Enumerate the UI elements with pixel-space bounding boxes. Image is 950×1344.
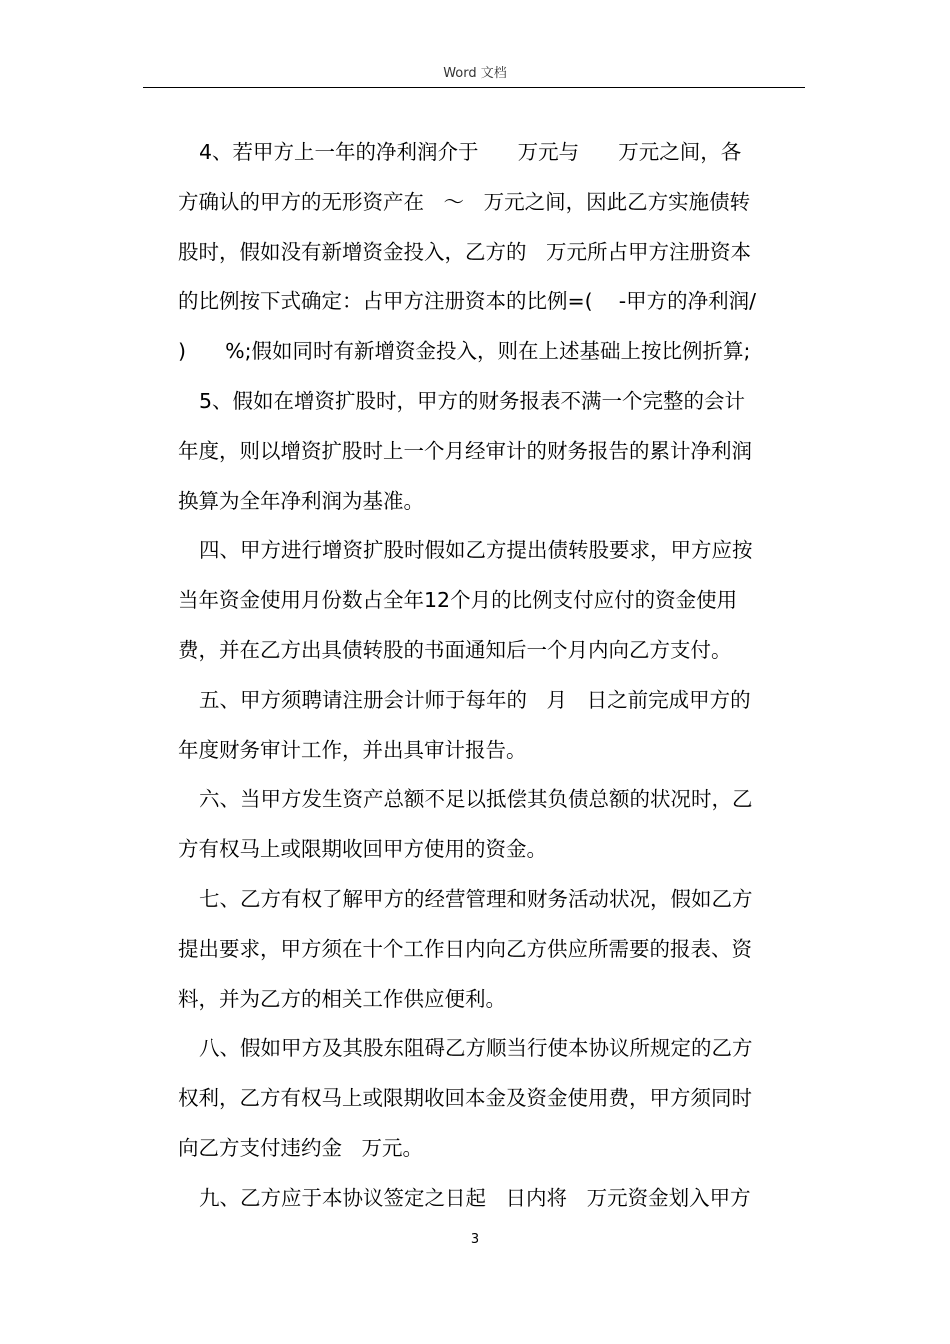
text-line: 九、乙方应于本协议签定之日起 日内将 万元资金划入甲方 [199,1185,751,1210]
text-line: 方确认的甲方的无形资产在 ～ 万元之间，因此乙方实施债转 [178,189,751,214]
text-line: 五、甲方须聘请注册会计师于每年的 月 日之前完成甲方的 [199,687,751,712]
text-line: 六、当甲方发生资产总额不足以抵偿其负债总额的状况时，乙 [199,787,753,812]
text-line: 方有权马上或限期收回甲方使用的资金。 [178,837,547,862]
text-line: 的比例按下式确定：占甲方注册资本的比例=( -甲方的净利润/ [178,289,757,314]
text-line: 股时，假如没有新增资金投入，乙方的 万元所占甲方注册资本 [178,239,752,264]
page-number: 3 [470,1232,480,1247]
text-line: 权利，乙方有权马上或限期收回本金及资金使用费，甲方须同时 [178,1086,752,1111]
text-line: 提出要求，甲方须在十个工作日内向乙方供应所需要的报表、资 [178,936,752,961]
text-line: 年度财务审计工作，并出具审计报告。 [178,737,527,762]
page-header: Word 文档 [443,66,507,81]
text-line: 换算为全年净利润为基准。 [178,488,424,513]
header-divider [143,87,805,88]
text-line: 料，并为乙方的相关工作供应便利。 [178,986,506,1011]
text-line: 费，并在乙方出具债转股的书面通知后一个月内向乙方支付。 [178,637,732,662]
document-body [178,128,804,1224]
text-line: ) %;假如同时有新增资金投入，则在上述基础上按比例折算; [178,339,751,364]
text-line: 当年资金使用月份数占全年12个月的比例支付应付的资金使用 [178,588,738,613]
text-line: 七、乙方有权了解甲方的经营管理和财务活动状况，假如乙方 [199,886,753,911]
text-line: 八、假如甲方及其股东阻碍乙方顺当行使本协议所规定的乙方 [199,1036,753,1061]
text-line: 四、甲方进行增资扩股时假如乙方提出债转股要求，甲方应按 [199,538,753,563]
text-line: 5、假如在增资扩股时，甲方的财务报表不满一个完整的会计 [199,388,746,413]
text-line: 4、若甲方上一年的净利润介于 万元与 万元之间，各 [199,140,742,164]
text-line: 向乙方支付违约金 万元。 [178,1135,424,1160]
text-line: 年度，则以增资扩股时上一个月经审计的财务报告的累计净利润 [178,438,752,463]
